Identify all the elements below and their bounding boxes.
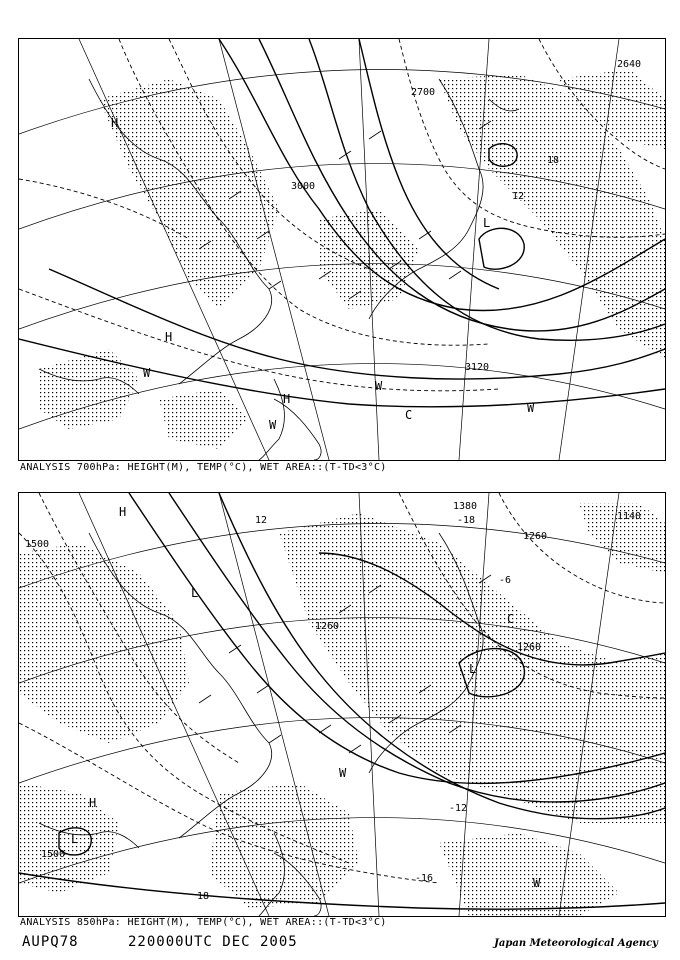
center-marker-w: W — [375, 379, 383, 393]
center-marker-w: W — [339, 766, 347, 780]
map-700hpa-canvas — [19, 39, 665, 460]
chart-id: AUPQ78 — [22, 934, 79, 950]
height-label-2640: 2640 — [617, 59, 642, 70]
center-marker-l: L — [71, 832, 79, 846]
isotherm-label-12: 12 — [512, 191, 525, 202]
wet-area-layer — [39, 69, 665, 449]
caption-700hpa: ANALYSIS 700hPa: HEIGHT(M), TEMP(°C), WET AREA::(T-TD<3°C) — [20, 462, 387, 473]
map-panel-700hpa[interactable] — [18, 38, 666, 461]
caption-850hpa: ANALYSIS 850hPa: HEIGHT(M), TEMP(°C), WET AREA::(T-TD<3°C) — [20, 917, 387, 928]
height-label-1500: 1500 — [41, 849, 66, 860]
height-label-3000: 3000 — [291, 181, 316, 192]
center-marker-c: C — [405, 408, 413, 422]
height-label-1260: 1260 — [523, 531, 548, 542]
map-850hpa-canvas — [19, 493, 665, 916]
isotherm-label-minus16: -16 — [415, 873, 434, 884]
center-marker-w: W — [533, 876, 541, 890]
height-label-1500: 1500 — [25, 539, 50, 550]
center-marker-w: W — [527, 401, 535, 415]
map-panel-850hpa[interactable] — [18, 492, 666, 917]
valid-time: 220000UTC DEC 2005 — [128, 934, 298, 950]
center-marker-h: H — [119, 505, 127, 519]
center-marker-h: H — [283, 392, 291, 406]
center-marker-h: H — [111, 116, 119, 130]
isotherm-label-minus18: -18 — [457, 515, 476, 526]
height-label-1380: 1380 — [453, 501, 478, 512]
isotherm-label-18: 18 — [197, 891, 210, 902]
height-label-1140: 1140 — [617, 511, 642, 522]
isotherm-label-12: 12 — [255, 515, 268, 526]
center-marker-h: H — [165, 330, 173, 344]
center-marker-l: L — [483, 216, 491, 230]
center-marker-l: L — [191, 586, 199, 600]
center-marker-w: W — [143, 366, 151, 380]
height-label-2700: 2700 — [411, 87, 436, 98]
center-marker-l: L — [469, 662, 477, 676]
center-marker-h: H — [89, 796, 97, 810]
height-label-1260: 1260 — [315, 621, 340, 632]
center-marker-w: W — [269, 418, 277, 432]
isotherm-label-18: 18 — [547, 155, 560, 166]
height-label-1260: 1260 — [517, 642, 542, 653]
center-marker-c: C — [507, 612, 515, 626]
agency-name: Japan Meteorological Agency — [494, 938, 658, 949]
isotherm-label-minus6: -6 — [499, 575, 512, 586]
isotherm-label-minus12: -12 — [449, 803, 468, 814]
height-label-3120: 3120 — [465, 362, 490, 373]
